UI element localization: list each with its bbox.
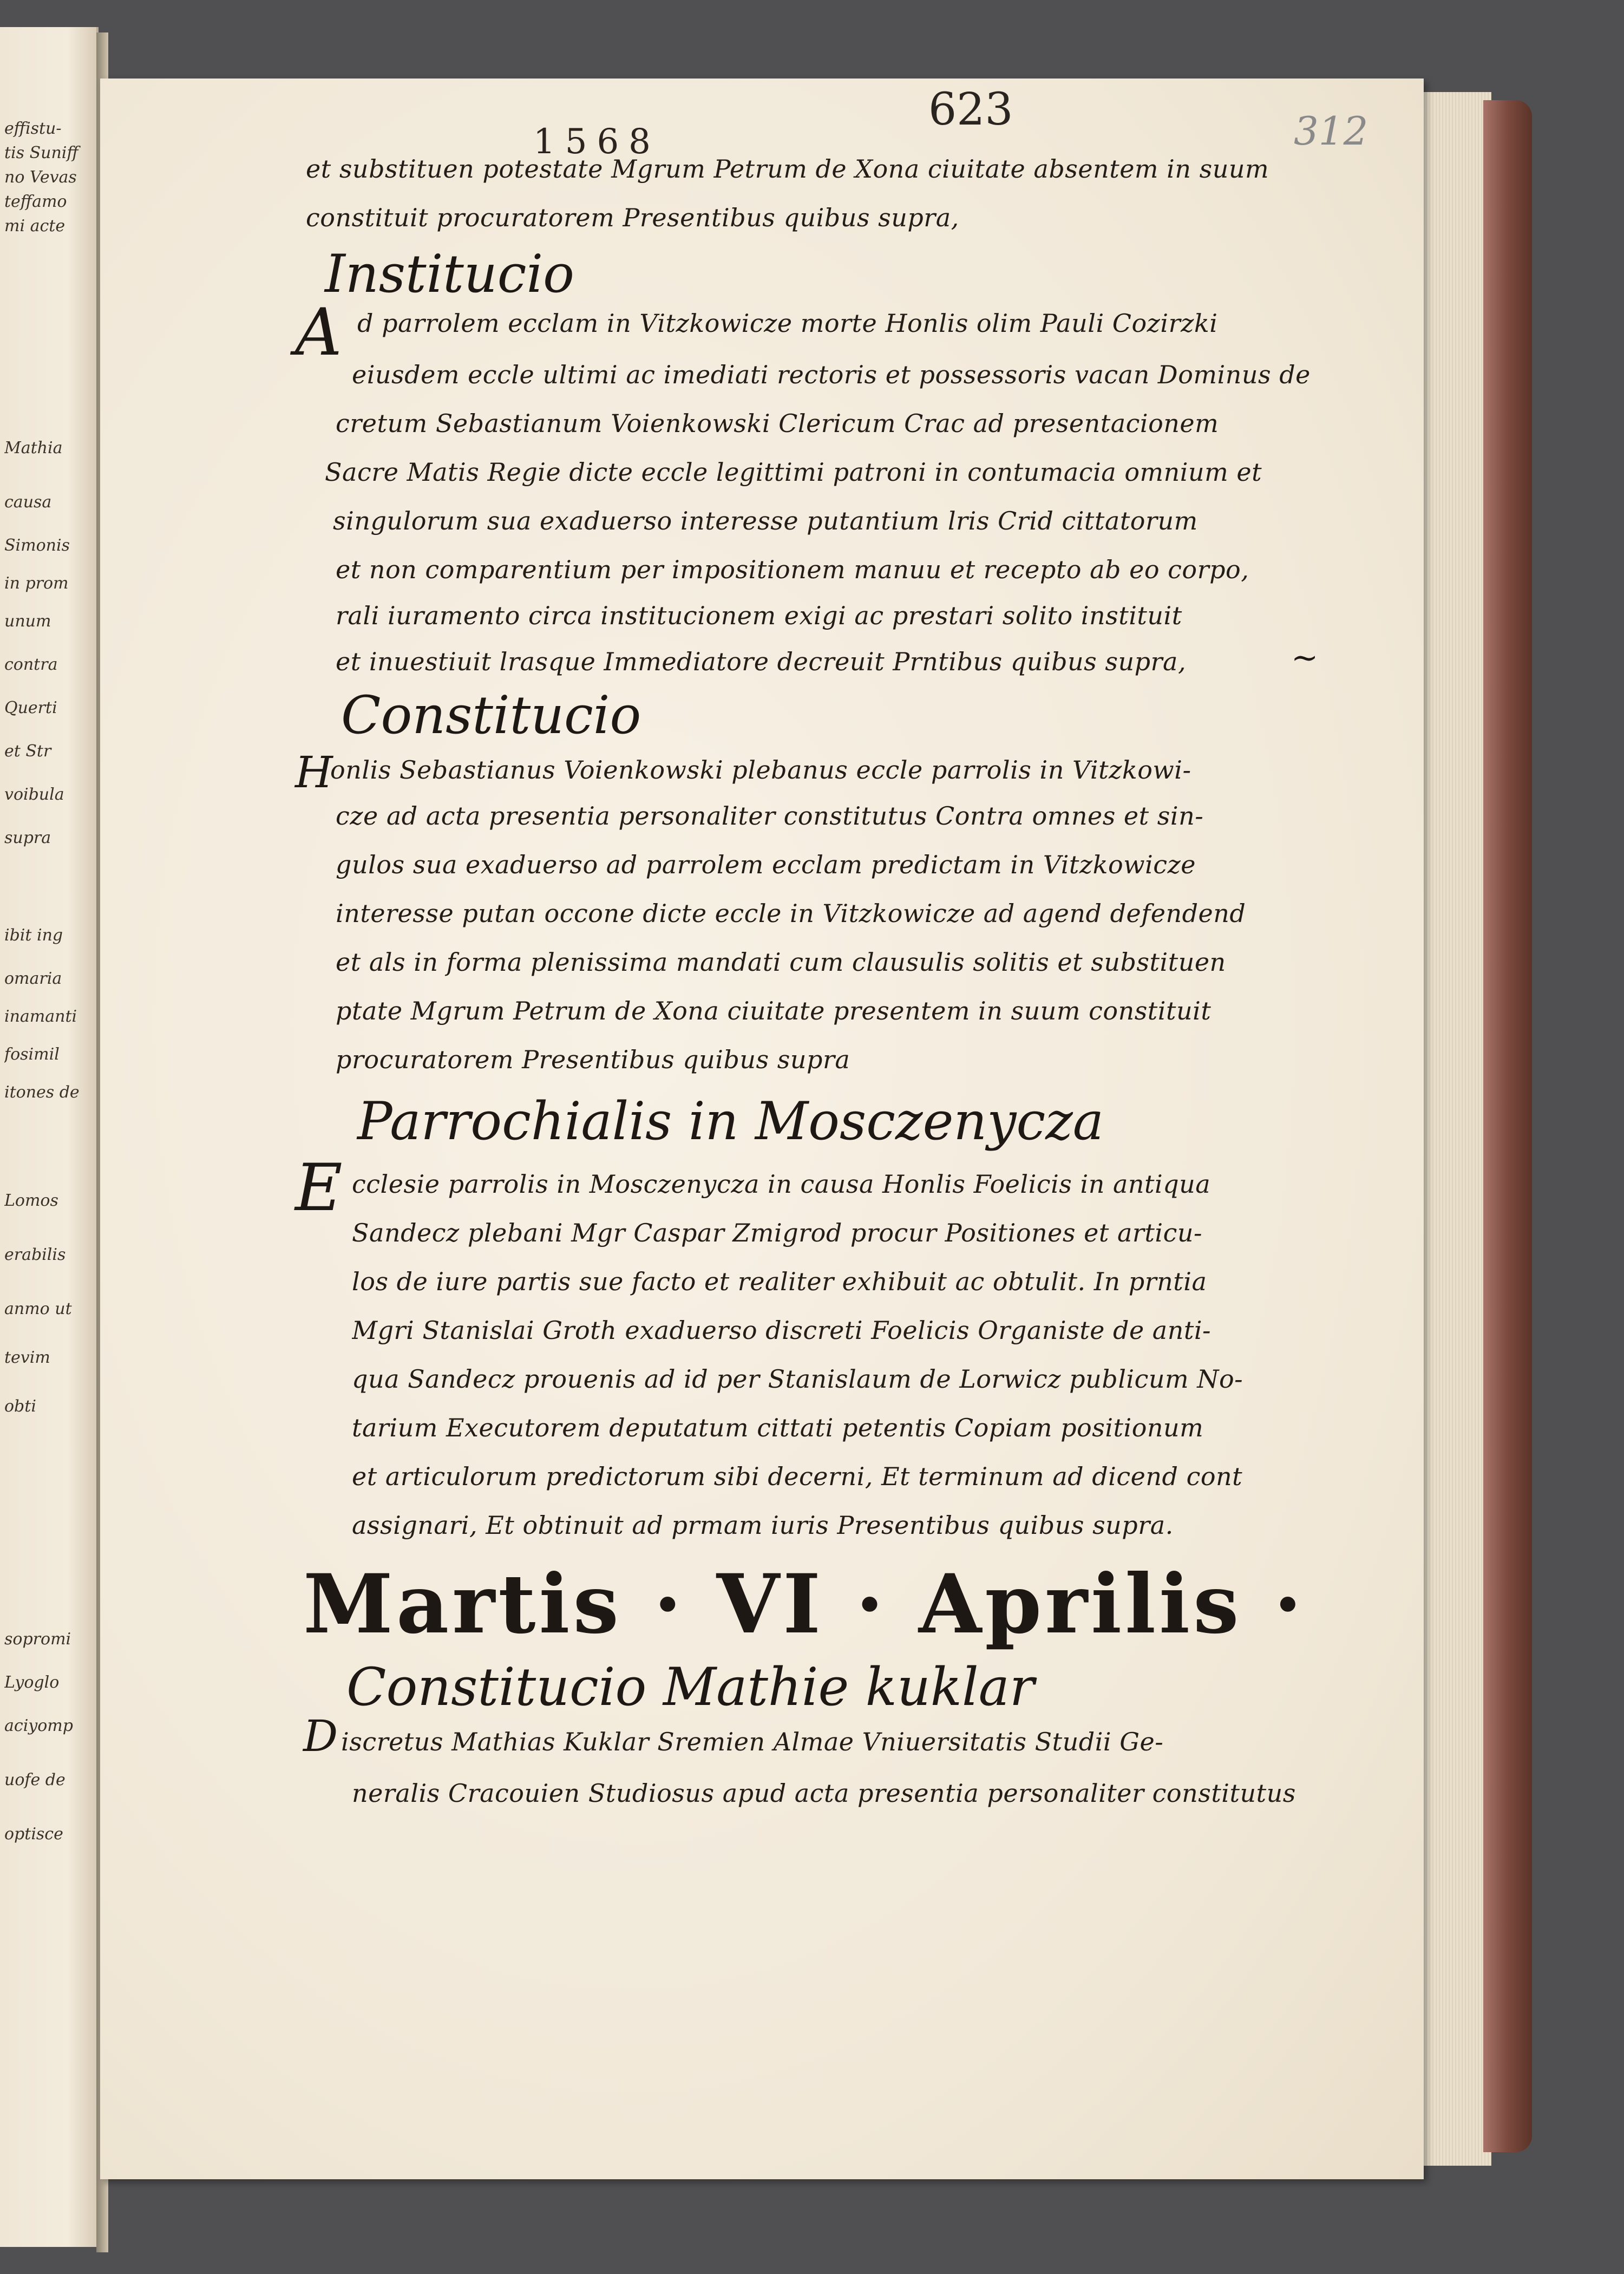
left-fragment: teffamo (4, 192, 67, 211)
page-edges (1421, 92, 1491, 2166)
section-heading-constitucio-mathie: Constitucio Mathie kuklar (346, 1657, 1034, 1717)
left-fragment: tevim (4, 1348, 50, 1367)
text-line: et substituen potestate Mgrum Petrum de Xona ciuitate absentem in suum (306, 154, 1269, 184)
date-heading: Martis · VI · Aprilis · (303, 1557, 1305, 1652)
book-binding (1483, 100, 1532, 2152)
text-line: singulorum sua exaduerso interesse putantium lris Crid cittatorum (333, 506, 1198, 535)
left-fragment: ibit ing (4, 926, 63, 945)
text-line: cze ad acta presentia personaliter constitutus Contra omnes et sin- (336, 801, 1204, 831)
left-fragment: Simonis (4, 536, 70, 555)
text-line: eiusdem eccle ultimi ac imediati rectoris et possessoris vacan Dominus de (352, 360, 1311, 389)
text-line: Mgri Stanislai Groth exaduerso discreti Foelicis Organiste de anti- (352, 1316, 1212, 1345)
left-fragment: supra (4, 828, 51, 847)
text-line: gulos sua exaduerso ad parrolem ecclam predictam in Vitzkowicze (336, 850, 1196, 879)
left-fragment: itones de (4, 1083, 80, 1102)
left-fragment: Lomos (4, 1191, 58, 1210)
section-heading-institucio: Institucio (325, 244, 574, 304)
text-line: et articulorum predictorum sibi decerni, Et terminum ad dicend cont (352, 1462, 1243, 1491)
left-fragment: contra (4, 655, 58, 674)
left-fragment: in prom (4, 574, 69, 593)
decorated-initial: H (295, 747, 333, 798)
text-line: tarium Executorem deputatum cittati petentis Copiam positionum (352, 1413, 1204, 1442)
section-heading-constitucio: Constitucio (341, 685, 641, 746)
text-line: qua Sandecz prouenis ad id per Stanislaum de Lorwicz publicum No- (352, 1364, 1243, 1394)
decorated-initial: E (295, 1151, 343, 1226)
left-fragment: unum (4, 612, 51, 631)
text-line: Sacre Matis Regie dicte eccle legittimi patroni in contumacia omnium et (325, 458, 1262, 487)
left-fragment: tis Suniff (4, 143, 78, 162)
left-fragment: Querti (4, 698, 57, 717)
left-fragment: aciyomp (4, 1716, 73, 1735)
line-end-flourish: ~ (1291, 639, 1319, 677)
left-fragment: optisce (4, 1825, 63, 1844)
year-heading: 1568 (533, 122, 660, 162)
decorated-initial: A (295, 295, 342, 370)
text-line: onlis Sebastianus Voienkowski plebanus eccle parrolis in Vitzkowi- (330, 755, 1191, 785)
left-fragment: et Str (4, 742, 51, 761)
text-line: et non comparentium per impositionem manuu et recepto ab eo corpo, (336, 555, 1249, 584)
decorated-initial: D (303, 1711, 338, 1761)
left-fragment: causa (4, 493, 52, 512)
text-line: Sandecz plebani Mgr Caspar Zmigrod procur Positiones et articu- (352, 1218, 1202, 1247)
left-fragment: erabilis (4, 1245, 66, 1264)
left-fragment: no Vevas (4, 168, 77, 187)
left-fragment: Lyoglo (4, 1673, 60, 1692)
text-line: rali iuramento circa institucionem exigi ac prestari solito instituit (336, 601, 1182, 630)
text-line: et inuestiuit lrasque Immediatore decreuit Prntibus quibus supra, (336, 647, 1187, 676)
text-line: procuratorem Presentibus quibus supra (336, 1045, 850, 1074)
text-line: iscretus Mathias Kuklar Sremien Almae Vniuersitatis Studii Ge- (341, 1727, 1164, 1756)
text-line: constituit procuratorem Presentibus quibus supra, (306, 203, 959, 232)
left-fragment: inamanti (4, 1007, 77, 1026)
left-fragment: voibula (4, 785, 64, 804)
left-fragment: obti (4, 1397, 36, 1416)
text-line: assignari, Et obtinuit ad prmam iuris Presentibus quibus supra. (352, 1511, 1174, 1540)
text-line: cretum Sebastianum Voienkowski Clericum Crac ad presentacionem (336, 409, 1219, 438)
text-line: ptate Mgrum Petrum de Xona ciuitate presentem in suum constituit (336, 996, 1212, 1025)
text-line: cclesie parrolis in Mosczenycza in causa Honlis Foelicis in antiqua (352, 1169, 1211, 1199)
text-line: los de iure partis sue facto et realiter exhibuit ac obtulit. In prntia (352, 1267, 1207, 1296)
text-line: d parrolem ecclam in Vitzkowicze morte Honlis olim Pauli Cozirzki (357, 309, 1218, 338)
left-fragment: mi acte (4, 217, 66, 236)
left-fragment: omaria (4, 969, 62, 988)
folio-number: 623 (928, 84, 1013, 135)
left-fragment: uofe de (4, 1770, 66, 1789)
left-fragment: Mathia (4, 439, 63, 458)
left-fragment: effistu- (4, 119, 62, 138)
left-fragment: sopromi (4, 1630, 71, 1649)
left-fragment: fosimil (4, 1045, 60, 1064)
text-line: neralis Cracouien Studiosus apud acta presentia personaliter constitutus (352, 1779, 1296, 1808)
pencil-folio-number: 312 (1294, 108, 1368, 154)
text-line: et als in forma plenissima mandati cum clausulis solitis et substituen (336, 948, 1226, 977)
text-line: interesse putan occone dicte eccle in Vitzkowicze ad agend defendend (336, 899, 1246, 928)
left-fragment: anmo ut (4, 1299, 72, 1318)
section-heading-parrochialis: Parrochialis in Mosczenycza (357, 1091, 1104, 1152)
left-page-edge (0, 27, 99, 2247)
